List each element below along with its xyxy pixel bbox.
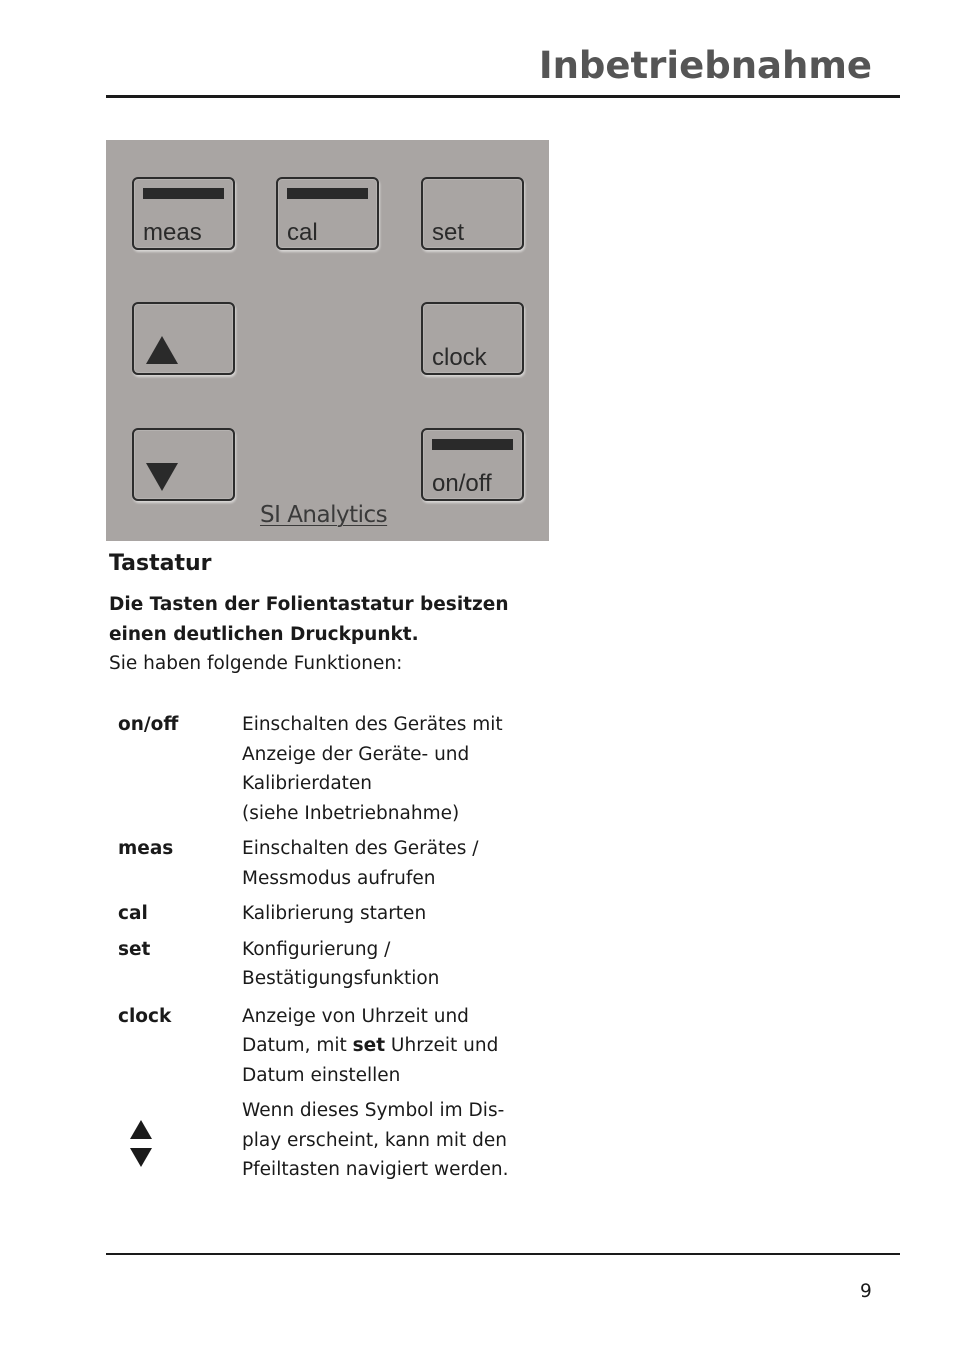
up-down-arrow-icon [118,1096,242,1185]
intro-line: Sie haben folgende Funktionen: [109,653,403,674]
function-key: set [118,938,151,960]
desc-part: Anzeige von Uhrzeit und Datum, mit [242,1005,469,1056]
cal-key [276,177,379,250]
function-key: cal [118,903,148,924]
page-number: 9 [860,1281,872,1302]
key-label: set [432,219,465,246]
brand-logo: SI Analytics [260,502,388,528]
function-desc: Konfigurierung / Bestätigungsfunktion [242,938,440,989]
function-row [118,935,578,994]
key-indicator-bar [432,439,513,450]
function-desc: Kalibrierung starten [242,903,427,924]
intro-text [109,590,569,679]
section-title: Tastatur [109,551,212,576]
function-table [118,710,578,1191]
function-row [118,1096,578,1185]
function-row [118,834,578,893]
function-row [118,1002,578,1091]
desc-bold: set [352,1035,386,1056]
footer-rule [106,1253,900,1255]
down-arrow-icon [146,463,178,491]
set-key [421,177,524,250]
function-desc [242,1002,572,1091]
down-arrow-icon [130,1148,152,1167]
header-rule [106,95,900,98]
function-key: meas [118,838,174,859]
clock-key [421,302,524,375]
function-key: clock [118,1005,172,1027]
key-label: cal [287,219,318,246]
down-key [132,428,235,501]
desc-part: Uhrzeit und Datum einstellen [242,1035,499,1086]
key-label: meas [143,219,202,246]
intro-bold-line: einen deutlichen Druckpunkt. [109,623,419,645]
function-key: on/off [118,714,179,735]
up-arrow-icon [130,1120,152,1139]
key-indicator-bar [287,188,368,199]
up-key [132,302,235,375]
function-desc: Wenn dieses Symbol im Dis- play erscheint, kann mit den Pfeiltasten navigiert werden. [242,1100,509,1180]
onoff-key [421,428,524,501]
intro-bold-line: Die Tasten der Folientastatur besitzen [109,594,509,615]
function-row [118,899,578,929]
keypad-photo [106,140,549,541]
meas-key [132,177,235,250]
function-desc: Einschalten des Gerätes / Messmodus aufrufen [242,838,479,889]
key-label: on/off [432,470,492,497]
up-arrow-icon [146,336,178,364]
key-indicator-bar [143,188,224,199]
page-title: Inbetriebnahme [538,44,872,87]
function-row [118,710,578,828]
function-desc: Einschalten des Gerätes mit Anzeige der Geräte- und Kalibrierdaten (siehe Inbetriebnahme) [242,714,503,824]
key-label: clock [432,344,487,371]
